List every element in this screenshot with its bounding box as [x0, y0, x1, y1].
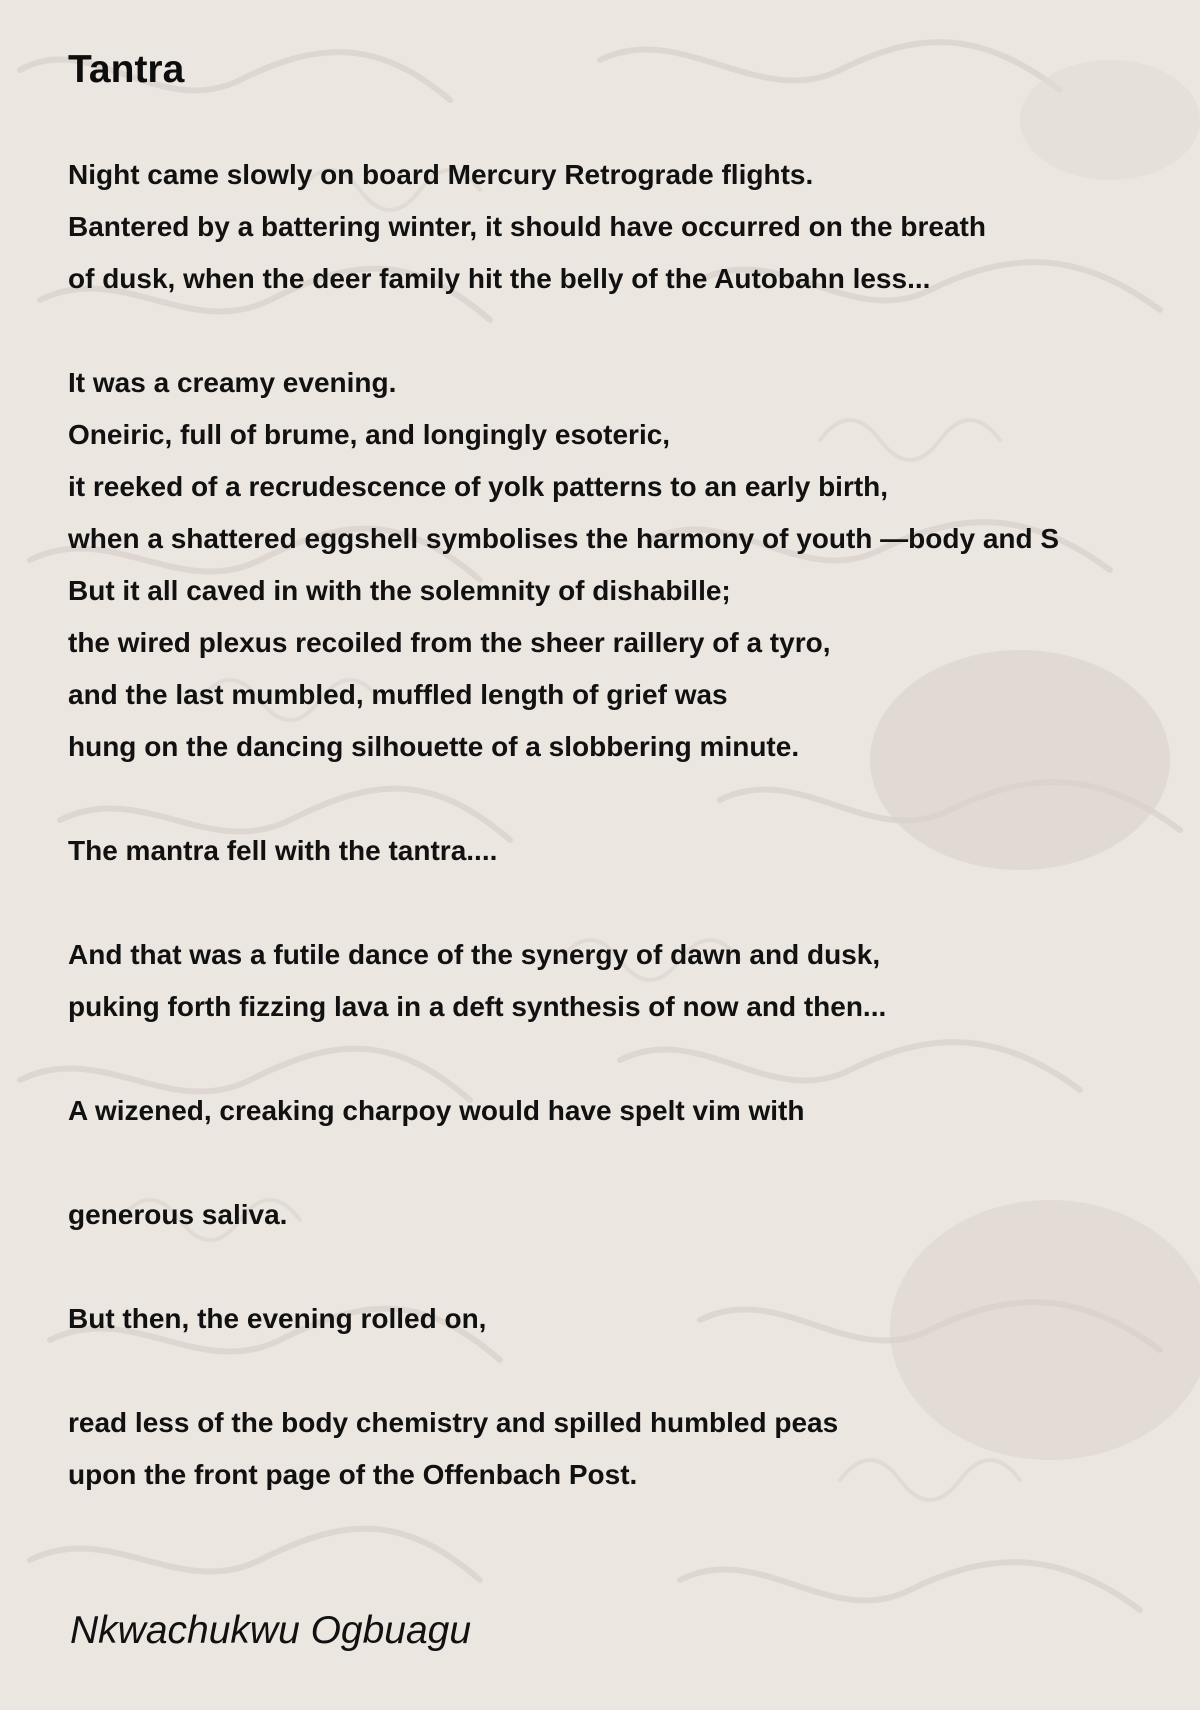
poem-line: read less of the body chemistry and spilled humbled peas	[68, 1407, 839, 1438]
poem-line: And that was a futile dance of the synergy of dawn and dusk,	[68, 939, 881, 970]
poem-blank-line	[68, 309, 1200, 361]
poem-blank-line	[68, 1245, 1200, 1297]
poem-line: the wired plexus recoiled from the sheer raillery of a tyro,	[68, 627, 831, 658]
poem-line: generous saliva.	[68, 1199, 288, 1230]
poem-blank-line	[68, 1349, 1200, 1401]
poem-line: But it all caved in with the solemnity of dishabille;	[68, 575, 731, 606]
poem-line: upon the front page of the Offenbach Post.	[68, 1459, 638, 1490]
poem-line: Night came slowly on board Mercury Retrograde flights.	[68, 159, 814, 190]
poem-blank-line	[68, 1037, 1200, 1089]
poem-line: when a shattered eggshell symbolises the harmony of youth —body and S	[68, 523, 1060, 554]
poem-line: hung on the dancing silhouette of a slobbering minute.	[68, 731, 800, 762]
poem-line: But then, the evening rolled on,	[68, 1303, 487, 1334]
poem-line: The mantra fell with the tantra....	[68, 835, 498, 866]
poem-body	[68, 153, 1200, 1505]
poem-line: of dusk, when the deer family hit the belly of the Autobahn less...	[68, 263, 931, 294]
poem-line: Bantered by a battering winter, it should have occurred on the breath	[68, 211, 986, 242]
poem-page	[68, 0, 1200, 1710]
poem-author: Nkwachukwu Ogbuagu	[70, 1609, 472, 1652]
poem-blank-line	[68, 1141, 1200, 1193]
poem-line: A wizened, creaking charpoy would have spelt vim with	[68, 1095, 805, 1126]
poem-line: puking forth fizzing lava in a deft synthesis of now and then...	[68, 991, 887, 1022]
poem-blank-line	[68, 881, 1200, 933]
poem-line: Oneiric, full of brume, and longingly esoteric,	[68, 419, 671, 450]
poem-line: It was a creamy evening.	[68, 367, 397, 398]
poem-line: it reeked of a recrudescence of yolk patterns to an early birth,	[68, 471, 889, 502]
poem-line: and the last mumbled, muffled length of grief was	[68, 679, 728, 710]
poem-blank-line	[68, 777, 1200, 829]
poem-title: Tantra	[68, 48, 185, 91]
